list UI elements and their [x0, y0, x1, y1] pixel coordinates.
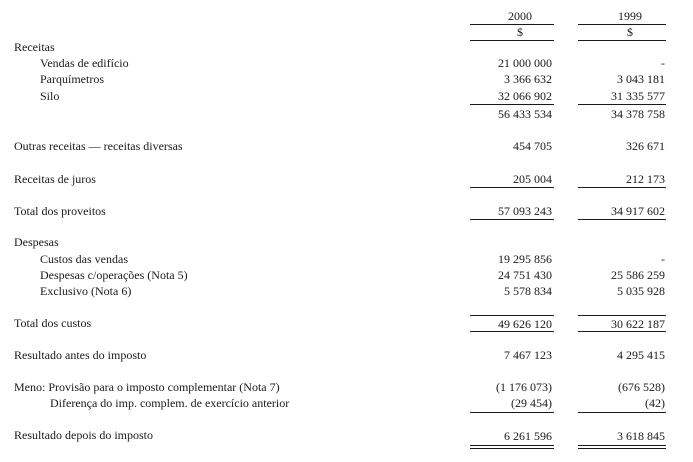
final-double-rule-b-1999: [578, 448, 666, 449]
row-value-1999-resultado-antes: 4 295 415: [617, 348, 665, 362]
row-label-parquimetros: Parquímetros: [40, 72, 104, 86]
row-label-receitas-juros: Receitas de juros: [14, 172, 96, 186]
row-label-vendas-edificio: Vendas de edifício: [40, 56, 129, 70]
currency-unit-1999: $: [627, 25, 633, 39]
row-value-1999-outras-receitas: 326 671: [626, 139, 665, 153]
row-value-2000-resultado-depois: 6 261 596: [504, 429, 552, 443]
row-value-1999-parquimetros: 3 043 181: [617, 72, 665, 86]
row-label-exclusivo: Exclusivo (Nota 6): [40, 284, 132, 298]
row-value-1999-total-proveitos: 34 917 602: [611, 204, 665, 218]
row-value-2000-parquimetros: 3 366 632: [504, 72, 552, 86]
custos-rule-bottom-2000: [470, 331, 554, 332]
row-label-diferenca: Diferença do imp. complem. de exercício anterior: [50, 396, 290, 410]
subtotal-rule-1999: [578, 104, 666, 105]
row-value-2000-outras-receitas: 454 705: [513, 139, 552, 153]
custos-rule-bottom-1999: [578, 331, 666, 332]
final-double-rule-a-1999: [578, 445, 666, 446]
column-header-2000: 2000: [508, 9, 532, 23]
row-value-2000-exclusivo: 5 578 834: [504, 284, 552, 298]
row-label-total-proveitos: Total dos proveitos: [14, 204, 106, 218]
proveitos-rule-1999: [578, 219, 666, 220]
row-value-2000-total-proveitos: 57 093 243: [498, 204, 552, 218]
subtotal-receitas-2000: 56 433 534: [498, 107, 552, 121]
imposto-rule-2000: [470, 412, 554, 413]
row-value-2000-vendas-edificio: 21 000 000: [498, 56, 552, 70]
row-value-2000-total-custos: 49 626 120: [498, 317, 552, 331]
row-value-1999-custos-vendas: -: [661, 252, 665, 266]
unit-rule-2000: [470, 40, 554, 41]
row-value-2000-silo: 32 066 902: [498, 89, 552, 103]
section-label-despesas: Despesas: [14, 235, 59, 249]
row-value-2000-diferenca: (29 454): [511, 396, 552, 410]
currency-unit-2000: $: [517, 25, 523, 39]
row-value-1999-resultado-depois: 3 618 845: [617, 429, 665, 443]
row-label-outras-receitas: Outras receitas — receitas diversas: [14, 139, 183, 153]
row-label-resultado-antes: Resultado antes do imposto: [14, 348, 147, 362]
section-label-receitas: Receitas: [14, 40, 55, 54]
row-value-1999-provisao: (676 528): [618, 380, 665, 394]
row-label-resultado-depois: Resultado depois do imposto: [14, 428, 153, 442]
row-label-provisao: Meno: Provisão para o imposto complementar (Nota 7): [14, 380, 280, 394]
juros-rule-1999: [578, 187, 666, 188]
row-value-2000-resultado-antes: 7 467 123: [504, 348, 552, 362]
row-value-1999-vendas-edificio: -: [661, 56, 665, 70]
row-value-1999-receitas-juros: 212 173: [626, 172, 665, 186]
imposto-rule-1999: [578, 412, 666, 413]
custos-rule-top-2000: [470, 315, 554, 316]
row-value-2000-custos-vendas: 19 295 856: [498, 252, 552, 266]
row-label-total-custos: Total dos custos: [14, 316, 92, 330]
subtotal-rule-2000: [470, 104, 554, 105]
row-value-2000-provisao: (1 176 073): [496, 380, 552, 394]
row-value-1999-despesas-operacoes: 25 586 259: [611, 268, 665, 282]
row-value-1999-exclusivo: 5 035 928: [617, 284, 665, 298]
row-label-despesas-operacoes: Despesas c/operações (Nota 5): [40, 268, 188, 282]
custos-rule-top-1999: [578, 315, 666, 316]
row-value-2000-despesas-operacoes: 24 751 430: [498, 268, 552, 282]
subtotal-receitas-1999: 34 378 758: [611, 107, 665, 121]
row-value-1999-total-custos: 30 622 187: [611, 317, 665, 331]
final-double-rule-b-2000: [470, 448, 554, 449]
row-label-custos-vendas: Custos das vendas: [40, 252, 128, 266]
row-value-1999-diferenca: (42): [645, 396, 665, 410]
row-value-1999-silo: 31 335 577: [611, 89, 665, 103]
proveitos-rule-2000: [470, 219, 554, 220]
row-value-2000-receitas-juros: 205 004: [513, 172, 552, 186]
column-header-1999: 1999: [618, 9, 642, 23]
unit-rule-1999: [578, 40, 666, 41]
final-double-rule-a-2000: [470, 445, 554, 446]
row-label-silo: Silo: [40, 89, 60, 103]
juros-rule-2000: [470, 187, 554, 188]
